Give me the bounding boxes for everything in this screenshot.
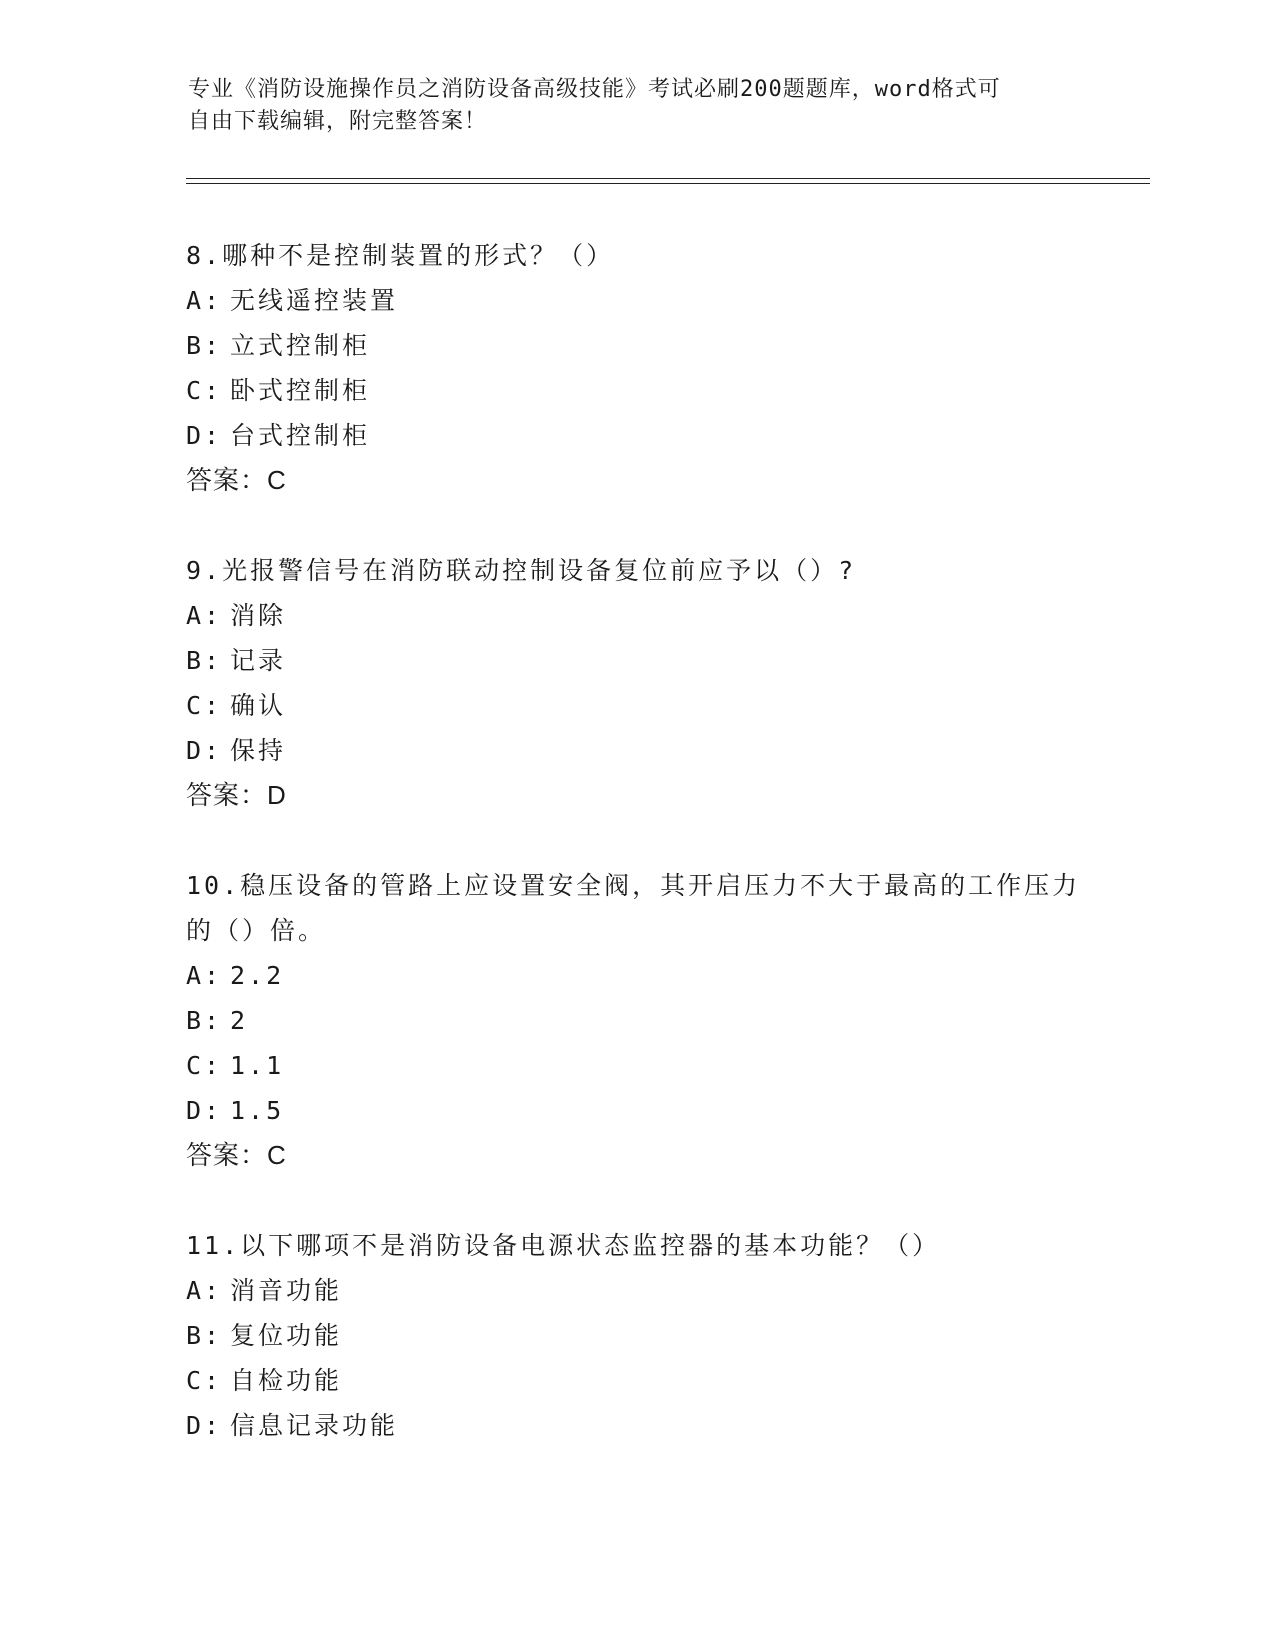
header-double-rule [186, 178, 1150, 184]
header-line-2: 自由下载编辑，附完整答案！ [188, 109, 488, 134]
option-d [186, 413, 1086, 458]
option-d [186, 728, 1086, 773]
option-text: 1.5 [230, 1096, 285, 1125]
option-text: 自检功能 [230, 1366, 343, 1395]
option-text: 复位功能 [230, 1321, 343, 1350]
answer-line: 答案：C [186, 465, 287, 495]
option-a [186, 953, 1086, 998]
option-b [186, 638, 1086, 683]
option-text: 2 [230, 1006, 249, 1035]
option-c [186, 1358, 1086, 1403]
question-stem: 10.稳压设备的管路上应设置安全阀，其开启压力不大于最高的工作压力的（）倍。 [186, 871, 1081, 945]
option-b [186, 323, 1086, 368]
option-key: D: [186, 736, 223, 765]
question-stem: 9.光报警信号在消防联动控制设备复位前应予以（）? [186, 556, 857, 585]
option-b [186, 1313, 1086, 1358]
option-key: B: [186, 646, 223, 675]
option-text: 无线遥控装置 [230, 286, 399, 315]
option-text: 确认 [230, 691, 287, 720]
option-d [186, 1403, 1086, 1448]
option-text: 2.2 [230, 961, 285, 990]
option-a [186, 1268, 1086, 1313]
option-a [186, 278, 1086, 323]
option-text: 消音功能 [230, 1276, 343, 1305]
question-list [186, 233, 1086, 1493]
option-text: 立式控制柜 [230, 331, 371, 360]
option-a [186, 593, 1086, 638]
option-key: C: [186, 1366, 223, 1395]
document-header [188, 74, 1068, 138]
question-8 [186, 233, 1086, 503]
option-text: 卧式控制柜 [230, 376, 371, 405]
option-c [186, 683, 1086, 728]
option-key: C: [186, 1051, 223, 1080]
answer-line: 答案：C [186, 1140, 287, 1170]
option-key: B: [186, 1006, 223, 1035]
answer-line: 答案：D [186, 780, 287, 810]
option-key: C: [186, 376, 223, 405]
question-stem: 11.以下哪项不是消防设备电源状态监控器的基本功能？（） [186, 1231, 941, 1260]
option-key: C: [186, 691, 223, 720]
option-key: A: [186, 286, 223, 315]
option-key: B: [186, 331, 223, 360]
question-10 [186, 863, 1086, 1178]
option-key: A: [186, 1276, 223, 1305]
question-9 [186, 548, 1086, 818]
option-text: 保持 [230, 736, 287, 765]
option-text: 台式控制柜 [230, 421, 371, 450]
option-text: 1.1 [230, 1051, 285, 1080]
option-b [186, 998, 1086, 1043]
option-key: A: [186, 601, 223, 630]
option-c [186, 368, 1086, 413]
option-key: D: [186, 1411, 223, 1440]
option-key: D: [186, 1096, 223, 1125]
option-text: 信息记录功能 [230, 1411, 399, 1440]
option-c [186, 1043, 1086, 1088]
option-key: A: [186, 961, 223, 990]
question-11 [186, 1223, 1086, 1448]
option-text: 消除 [230, 601, 287, 630]
header-line-1: 专业《消防设施操作员之消防设备高级技能》考试必刷200题题库，word格式可 [188, 77, 1001, 102]
option-key: B: [186, 1321, 223, 1350]
option-key: D: [186, 421, 223, 450]
question-stem: 8.哪种不是控制装置的形式？（） [186, 241, 615, 270]
option-text: 记录 [230, 646, 287, 675]
option-d [186, 1088, 1086, 1133]
